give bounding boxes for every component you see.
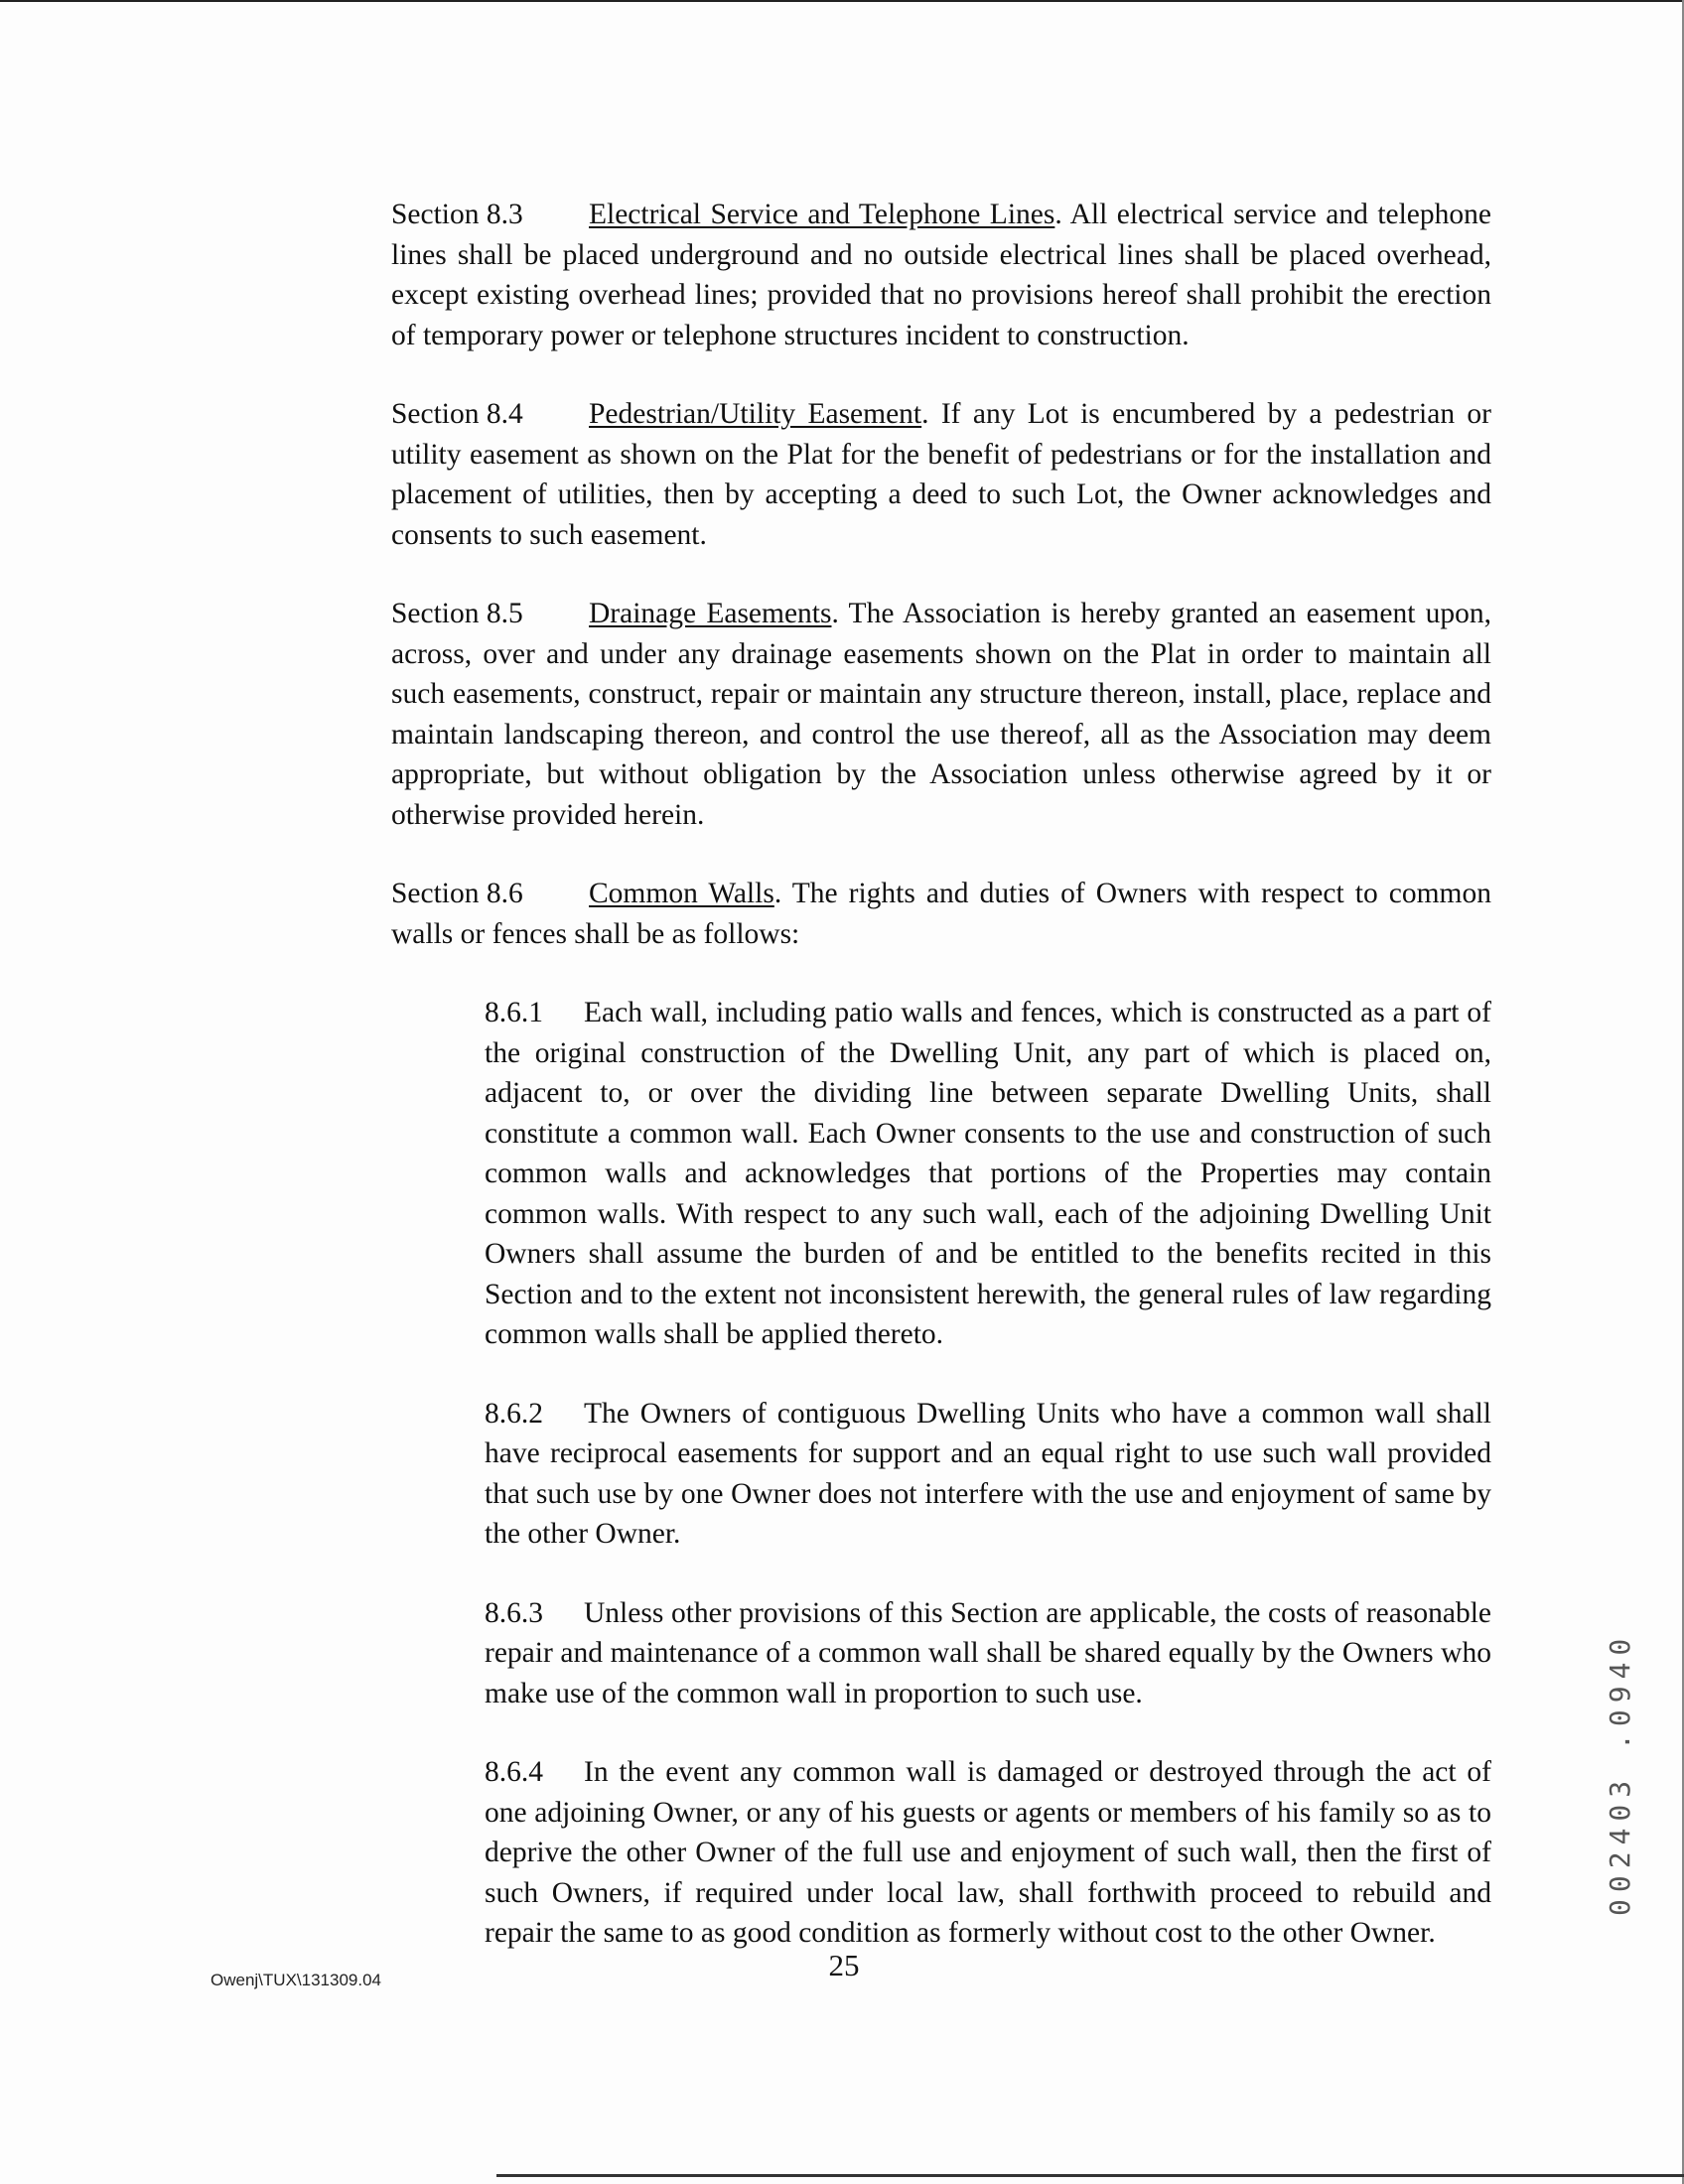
section-text: . If any Lot is encumbered by a pedestrian or utility easement as shown on the Plat for the benefit of pedestrians or for the installation and placement of utilities, then by accepting a deed to such Lot, the Owner acknowledges and consents to such easement. — [391, 398, 1492, 551]
subsection-text: In the event any common wall is damaged or destroyed through the act of one adjoining Owner, or any of his guests or agents or members of his family so as to deprive the other Owner of the full use and enjoyment of such wall, then the first of such Owners, if required under local law, shall forthwith proceed to rebuild and repair the same to as good condition as formerly without cost to the other Owner. — [485, 1756, 1491, 1949]
subsection-8-6-4 — [210, 1752, 1491, 1954]
page-number: 25 — [828, 1948, 860, 1982]
section-text: . The rights and duties of Owners with respect to common walls or fences shall be as follows: — [391, 878, 1491, 950]
section-number: Section 8.3 — [391, 199, 523, 230]
section-text: . The Association is hereby granted an easement upon, across, over and under any drainage easements shown on the Plat in order to maintain all such easements, construct, repair or maintain any structure thereon, install, place, replace and maintain landscaping thereon, and control the use thereof, all as the Association may deem appropriate, but without obligation by the Association unless otherwise agreed by it or otherwise provided herein. — [391, 598, 1491, 831]
section-number: Section 8.5 — [391, 598, 523, 629]
section-heading: Electrical Service and Telephone Lines — [589, 199, 1055, 230]
subsection-8-6-2 — [210, 1394, 1491, 1555]
subsection-8-6-3 — [210, 1593, 1491, 1714]
section-8-5 — [210, 594, 1491, 835]
section-8-3 — [210, 195, 1491, 355]
document-body — [210, 195, 1491, 1992]
scan-edge-top — [0, 0, 1684, 2]
subsection-number: 8.6.1 — [485, 997, 543, 1028]
subsection-number: 8.6.4 — [485, 1756, 543, 1788]
subsection-number: 8.6.2 — [485, 1397, 543, 1430]
section-number: Section 8.4 — [391, 398, 523, 430]
section-heading: Pedestrian/Utility Easement — [589, 398, 922, 430]
section-8-4 — [210, 394, 1491, 555]
subsection-number: 8.6.3 — [485, 1596, 543, 1629]
subsection-text: The Owners of contiguous Dwelling Units who have a common wall shall have reciprocal easements for support and an equal right to use such wall provided that such use by one Owner does not interfere with the use and enjoyment of same by the other Owner. — [485, 1397, 1491, 1550]
section-heading: Drainage Easements — [589, 598, 832, 629]
section-8-6 — [210, 874, 1491, 954]
scan-edge-bottom — [496, 2174, 1684, 2177]
section-heading: Common Walls — [589, 878, 774, 909]
subsection-8-6-1 — [210, 993, 1491, 1355]
subsection-text: Unless other provisions of this Section are applicable, the costs of reasonable repair and maintenance of a common wall shall be shared equally by the Owners who make use of the common wall in proportion to such use. — [485, 1596, 1491, 1709]
footer-file-code: Owenj\TUX\131309.04 — [210, 1971, 381, 1989]
section-text: . All electrical service and telephone lines shall be placed underground and no outside electrical lines shall be placed overhead, except existing overhead lines; provided that no provisions hereof shall prohibit the erection of temporary power or telephone structures incident to construction. — [391, 199, 1491, 351]
margin-stamp — [1601, 1578, 1640, 1916]
section-number: Section 8.6 — [391, 878, 523, 909]
subsection-text: Each wall, including patio walls and fences, which is constructed as a part of the original construction of the Dwelling Unit, any part of which is placed on, adjacent to, or over the dividing line between separate Dwelling Units, shall constitute a common wall. Each Owner consents to the use and construction of such common walls and acknowledges that portions of the Properties may contain common walls. With respect to any such wall, each of the adjoining Dwelling Unit Owners shall assume the burden of and be entitled to the benefits recited in this Section and to the extent not inconsistent herewith, the general rules of law regarding common walls shall be applied thereto. — [485, 997, 1491, 1350]
margin-stamp-text: 002403 .0940 — [1604, 1631, 1636, 1916]
